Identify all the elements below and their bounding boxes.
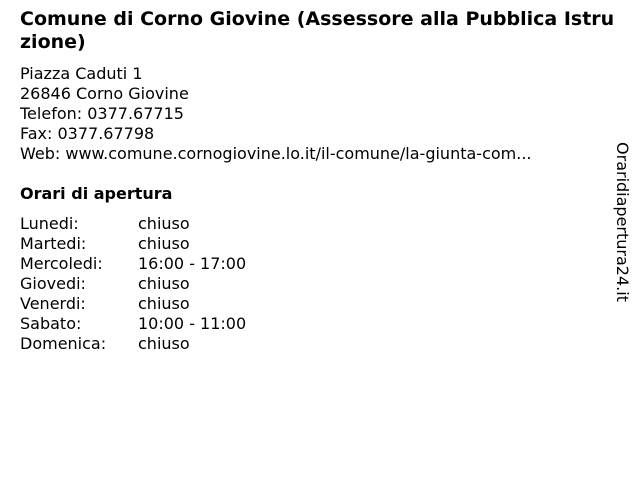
website-link: Web: www.comune.cornogiovine.lo.it/il-comune/la-giunta-com...	[20, 144, 532, 163]
time-value: chiuso	[138, 274, 190, 293]
hours-row	[20, 214, 246, 234]
time-value: chiuso	[138, 334, 190, 353]
day-label: Venerdi:	[20, 294, 86, 313]
time-value: chiuso	[138, 294, 190, 313]
day-label: Sabato:	[20, 314, 82, 333]
watermark-text: Oraridiapertura24.it	[613, 142, 632, 302]
page-title: Comune di Corno Giovine (Assessore alla Pubblica Istruzione)	[20, 8, 615, 53]
time-value: 10:00 - 11:00	[138, 314, 247, 333]
day-label: Mercoledi:	[20, 254, 103, 273]
hours-row	[20, 274, 246, 294]
hours-row	[20, 294, 246, 314]
phone-number: Telefon: 0377.67715	[20, 104, 184, 123]
city-address: 26846 Corno Giovine	[20, 84, 189, 103]
day-label: Giovedi:	[20, 274, 86, 293]
day-label: Martedi:	[20, 234, 87, 253]
time-value: 16:00 - 17:00	[138, 254, 247, 273]
opening-hours-table	[20, 214, 246, 354]
time-value: chiuso	[138, 234, 190, 253]
hours-heading: Orari di apertura	[20, 184, 173, 203]
time-value: chiuso	[138, 214, 190, 233]
street-address: Piazza Caduti 1	[20, 64, 143, 83]
hours-row	[20, 334, 246, 354]
contact-info	[20, 64, 532, 164]
hours-row	[20, 314, 246, 334]
day-label: Lunedi:	[20, 214, 79, 233]
fax-number: Fax: 0377.67798	[20, 124, 155, 143]
hours-row	[20, 234, 246, 254]
hours-row	[20, 254, 246, 274]
watermark	[612, 134, 632, 310]
day-label: Domenica:	[20, 334, 107, 353]
